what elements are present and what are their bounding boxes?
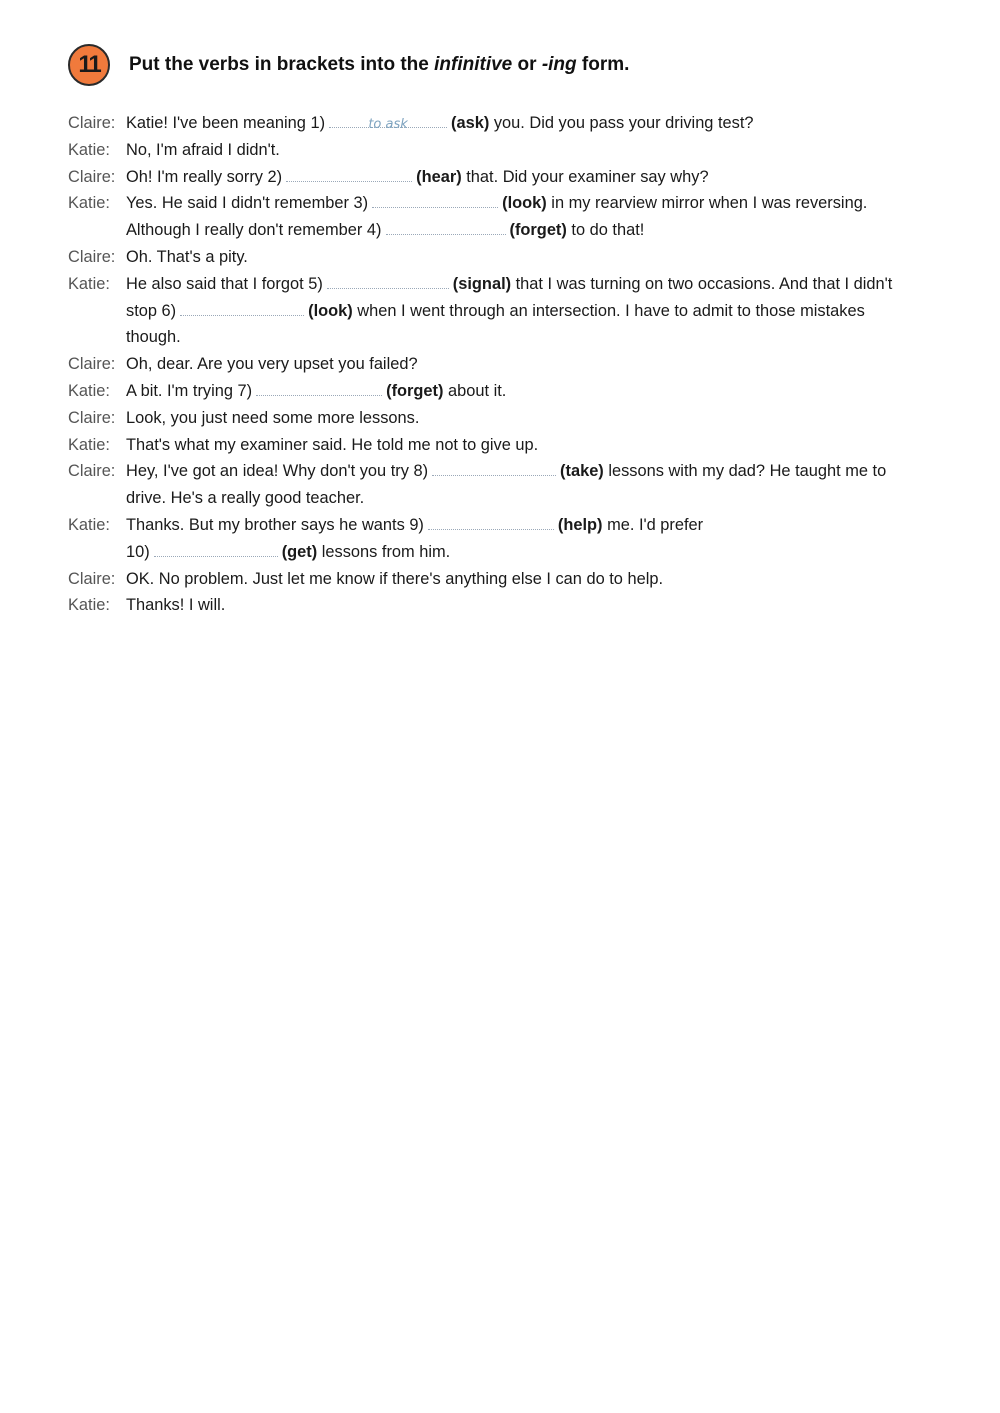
verb-prompt: (ask) (451, 114, 490, 132)
verb-prompt: (help) (557, 515, 603, 534)
speaker-label: Claire: (68, 167, 116, 186)
dialogue-turn (68, 512, 918, 566)
text-segment: Yes. He said I didn't remember 3) (126, 194, 369, 213)
answer-blank-7[interactable] (256, 378, 382, 396)
dialogue-turn (68, 592, 918, 619)
dialogue-turn (68, 271, 918, 351)
turn-text: Oh. That's a pity. (126, 247, 248, 266)
turn-text: That's what my examiner said. He told me not to give up. (126, 435, 539, 454)
instruction-emphasis-infinitive: infinitive (434, 54, 513, 75)
turn-text (126, 458, 918, 512)
turn-text: Oh, dear. Are you very upset you failed? (126, 355, 418, 374)
instruction-emphasis-ing: -ing (541, 54, 577, 75)
verb-prompt: (look) (308, 301, 353, 320)
text-segment: you. Did you pass your driving test? (489, 114, 754, 132)
turn-text (126, 190, 918, 244)
turn-text (126, 512, 918, 566)
text-segment: in my rearview mirror when I was reversing. Although I really don't remember 4) (126, 194, 868, 240)
answer-1: to ask (368, 117, 408, 132)
instruction-text: Put the verbs in brackets into the (129, 54, 435, 75)
turn-text (126, 271, 918, 351)
answer-blank-2[interactable] (286, 164, 412, 182)
dialogue-turn (68, 351, 918, 378)
speaker-label: Katie: (68, 435, 110, 454)
dialogue (68, 110, 918, 619)
turn-text: OK. No problem. Just let me know if there's anything else I can do to help. (126, 569, 664, 588)
verb-prompt: (look) (502, 194, 547, 213)
speaker-label: Claire: (68, 355, 116, 374)
text-segment: Hey, I've got an idea! Why don't you try 8) (126, 462, 429, 481)
dialogue-turn (68, 110, 918, 137)
text-segment: that I was turning on two occasions. And that I didn't stop 6) (126, 274, 893, 320)
speaker-label: Claire: (68, 408, 116, 427)
verb-prompt: (signal) (452, 274, 512, 293)
dialogue-turn (68, 190, 918, 244)
answer-blank-6[interactable] (180, 298, 304, 316)
turn-text: Look, you just need some more lessons. (126, 408, 420, 427)
text-segment: A bit. I'm trying 7) (126, 381, 253, 400)
exercise-instruction (129, 54, 629, 76)
text-segment: Thanks. But my brother says he wants 9) (126, 515, 424, 534)
exercise-header (68, 44, 629, 86)
dialogue-turn (68, 137, 918, 164)
speaker-label: Katie: (68, 596, 110, 615)
answer-blank-5[interactable] (327, 271, 449, 289)
verb-prompt: (forget) (509, 221, 567, 240)
text-segment: when I went through an intersection. I have to admit to those mistakes though. (126, 301, 865, 347)
dialogue-turn (68, 458, 918, 512)
turn-text (126, 110, 918, 137)
text-segment: lessons from him. (317, 542, 451, 561)
turn-text (126, 164, 918, 191)
speaker-label: Katie: (68, 274, 110, 293)
dialogue-turn (68, 566, 918, 593)
answer-blank-3[interactable] (372, 190, 498, 208)
turn-text: No, I'm afraid I didn't. (126, 140, 280, 159)
verb-prompt: (hear) (416, 167, 462, 186)
dialogue-turn (68, 405, 918, 432)
speaker-label: Katie: (68, 381, 110, 400)
text-segment: Katie! I've been meaning 1) (126, 114, 326, 132)
speaker-label: Katie: (68, 194, 110, 213)
text-segment: to do that! (566, 221, 645, 240)
verb-prompt: (take) (560, 462, 604, 481)
speaker-label: Katie: (68, 140, 110, 159)
dialogue-turn (68, 244, 918, 271)
speaker-label: Claire: (68, 247, 116, 266)
speaker-label: Claire: (68, 462, 116, 481)
turn-text (126, 378, 918, 405)
answer-blank-8[interactable] (432, 458, 556, 476)
dialogue-turn (68, 378, 918, 405)
verb-prompt: (get) (281, 542, 318, 561)
turn-text: Thanks! I will. (126, 596, 226, 615)
text-segment: 10) (126, 542, 150, 561)
text-segment: lessons with my dad? He taught me to drive. He's a really good teacher. (126, 462, 887, 508)
dialogue-turn (68, 432, 918, 459)
exercise-number-badge: 11 (68, 44, 110, 86)
speaker-label: Claire: (68, 114, 116, 132)
instruction-text: form. (576, 54, 630, 75)
text-segment: me. I'd prefer (602, 515, 704, 534)
text-segment: that. Did your examiner say why? (461, 167, 709, 186)
speaker-label: Claire: (68, 569, 116, 588)
speaker-label: Katie: (68, 515, 110, 534)
dialogue-turn (68, 164, 918, 191)
answer-blank-10[interactable] (154, 539, 278, 557)
text-segment: He also said that I forgot 5) (126, 274, 323, 293)
instruction-text: or (512, 54, 542, 75)
text-segment: about it. (443, 381, 507, 400)
answer-blank-9[interactable] (428, 512, 554, 530)
answer-blank-4[interactable] (386, 217, 506, 235)
verb-prompt: (forget) (386, 381, 444, 400)
answer-blank-1[interactable] (329, 110, 447, 132)
text-segment: Oh! I'm really sorry 2) (126, 167, 283, 186)
